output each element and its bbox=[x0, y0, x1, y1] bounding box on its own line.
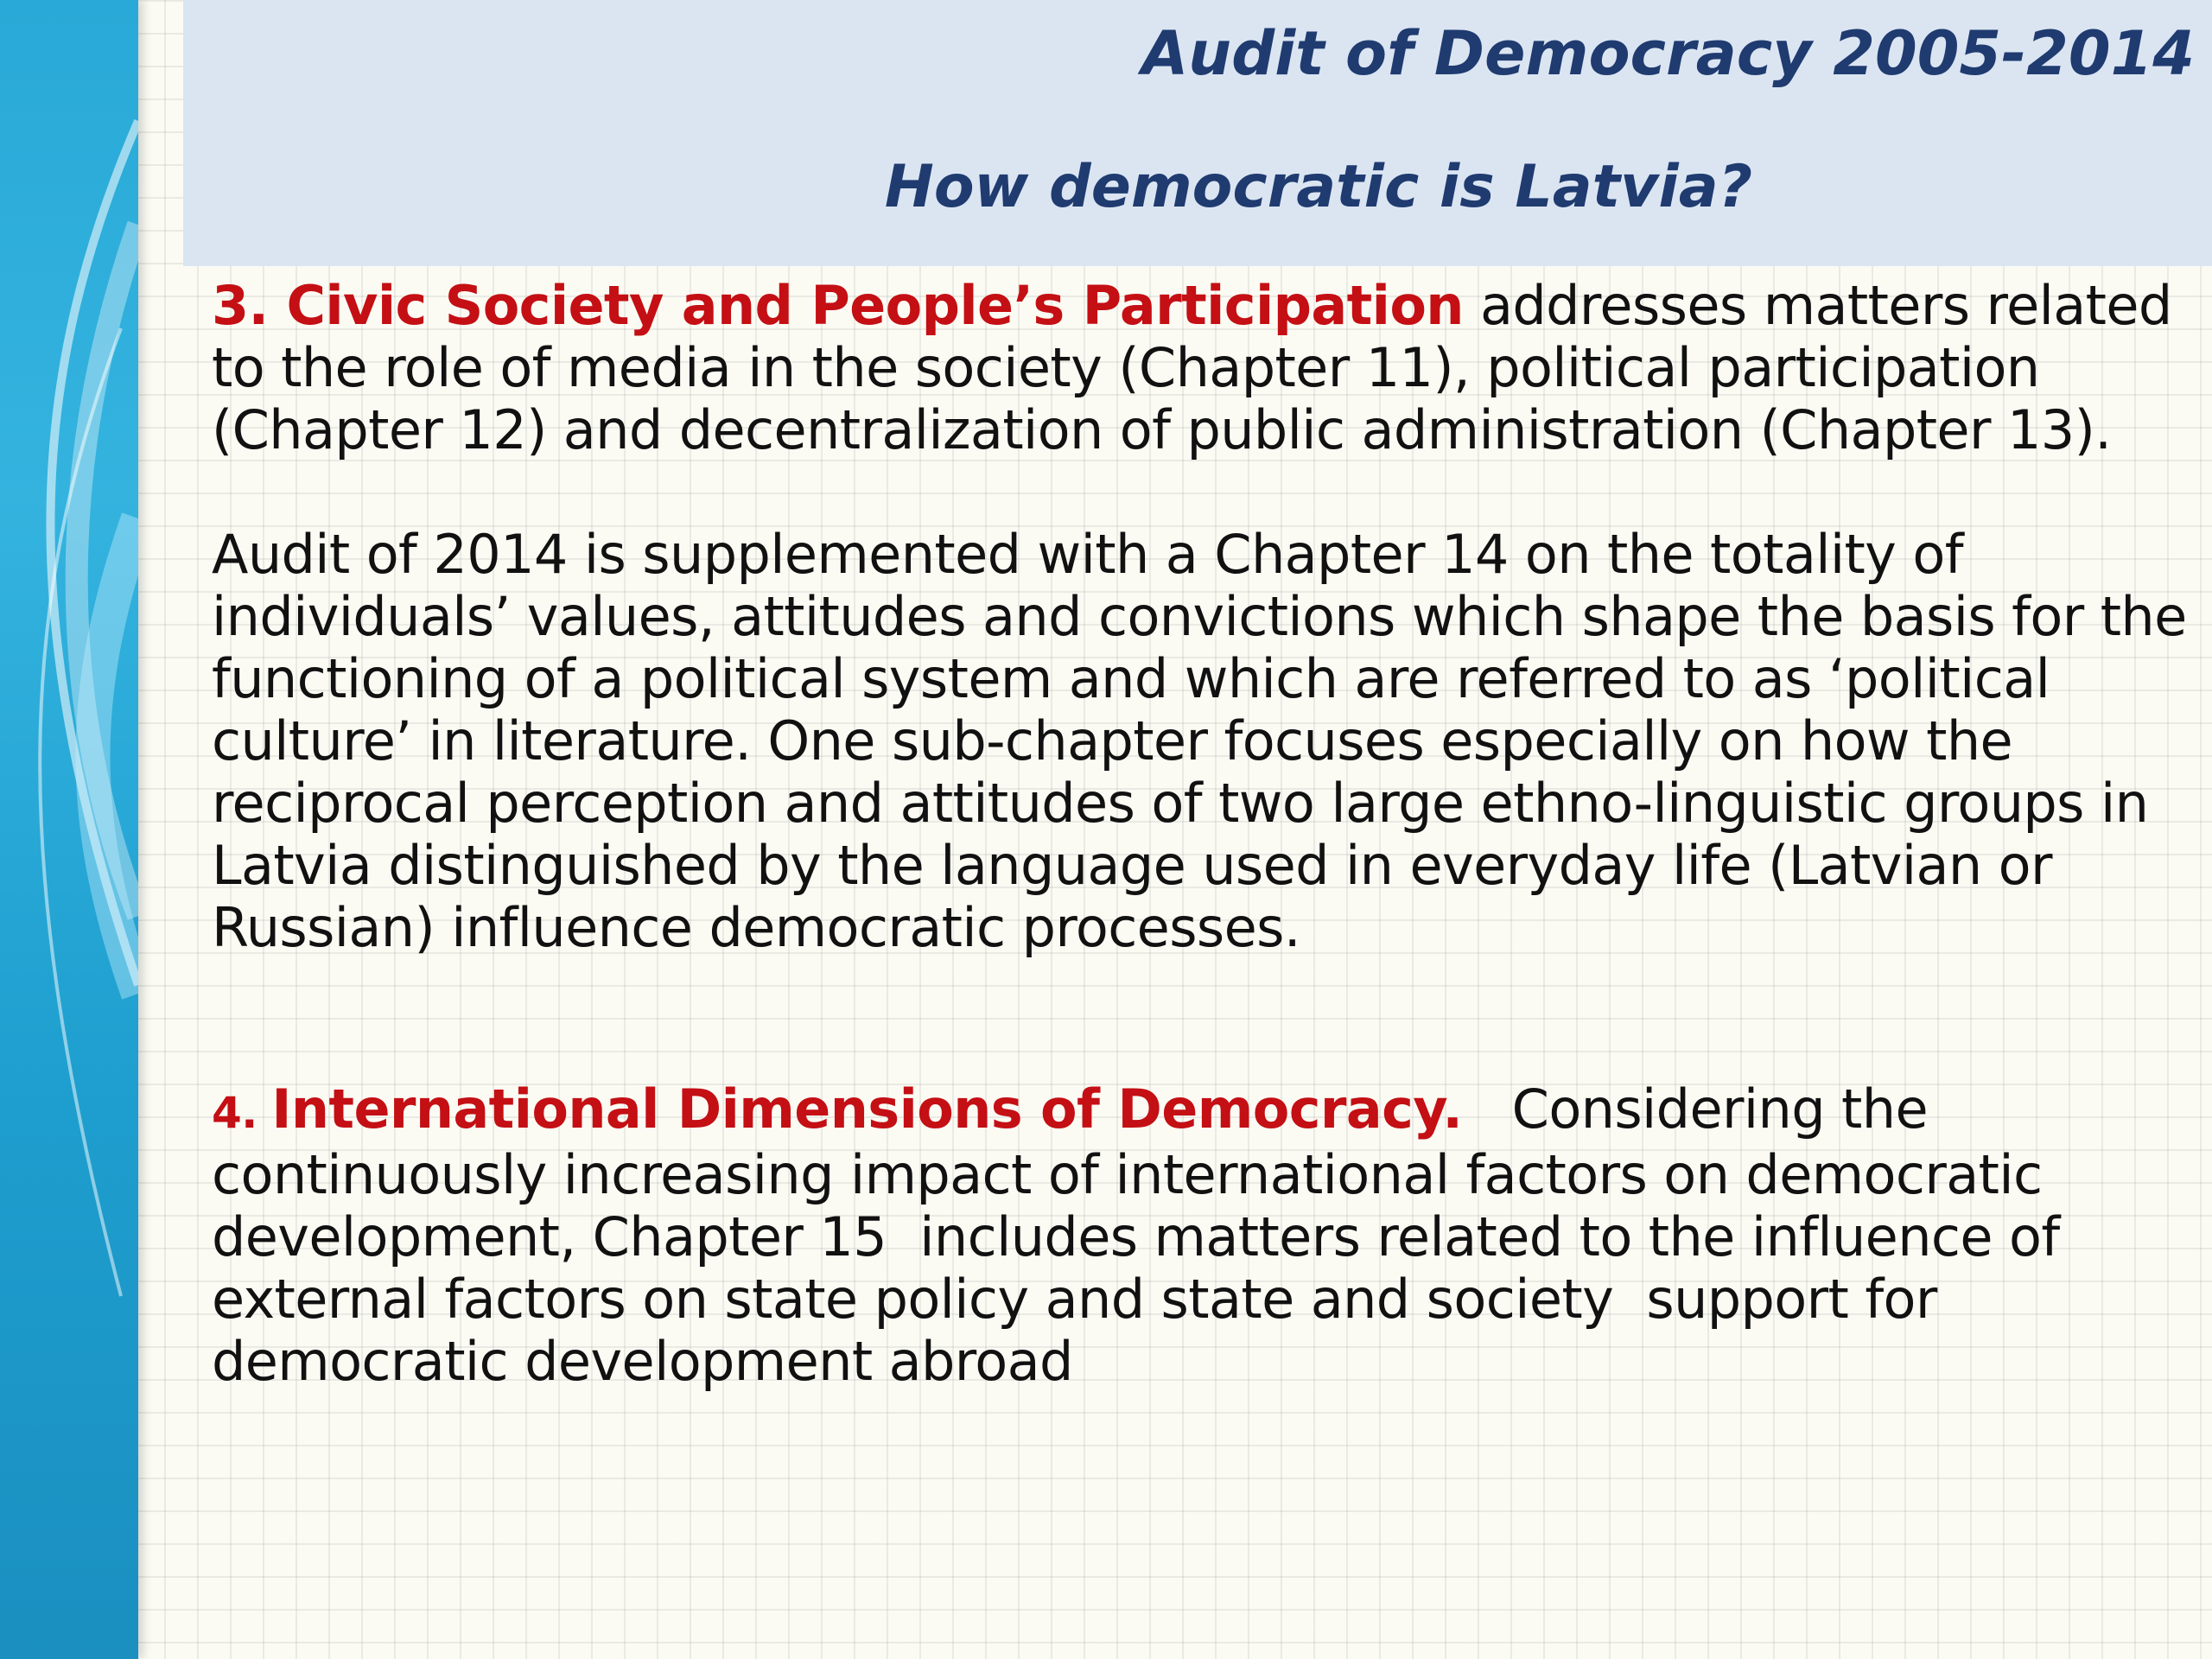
swoosh-decoration bbox=[0, 0, 138, 1659]
title-band bbox=[183, 0, 2212, 266]
section-4-number: 4. bbox=[212, 1088, 272, 1138]
section-4-body: Considering the continuously increasing impact of international factors on democratic development, Chapter 15 includes matters related to the influence of external factors on state policy and state and society support for democratic development abroad bbox=[212, 1077, 2076, 1393]
slide-title: Audit of Democracy 2005-2014 bbox=[1141, 18, 2195, 89]
paragraph-spacer bbox=[212, 959, 2190, 1078]
section-3-body: addresses matters related to the role of media in the society (Chapter 11), political participation (Chapter 12) and decentralization of public administration (Chapter 13). bbox=[212, 274, 2172, 461]
paragraph-spacer bbox=[212, 461, 2190, 524]
slide-subtitle: How democratic is Latvia? bbox=[884, 153, 1753, 221]
paragraph-international bbox=[212, 1078, 2190, 1393]
paragraph-audit-2014: Audit of 2014 is supplemented with a Chapter 14 on the totality of individuals’ values, attitudes and convictions which shape the basis for the functioning of a political system and which are referred to as ‘political culture’ in literature. One sub-chapter focuses especially on how the reciprocal perception and attitudes of two large ethno-linguistic groups in Latvia distinguished by the language used in everyday life (Latvian or Russian) influence democratic processes. bbox=[212, 523, 2187, 959]
section-3-heading: 3. Civic Society and People’s Participation bbox=[212, 274, 1464, 337]
section-4-heading: International Dimensions of Democracy. bbox=[271, 1077, 1463, 1141]
decorative-side-band bbox=[0, 0, 138, 1659]
paragraph-civic-society bbox=[212, 275, 2190, 461]
slide-body bbox=[212, 275, 2190, 1393]
